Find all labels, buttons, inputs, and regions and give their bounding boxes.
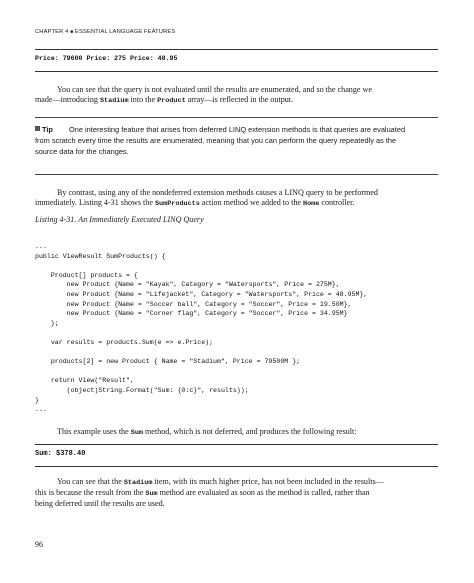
code-line: new Product {Name = "Kayak", Category = "Watersports", Price = 275M}, xyxy=(35,281,340,289)
tip-top-rule xyxy=(35,117,438,118)
inline-code-stadium-2: Stadium xyxy=(123,479,153,487)
code-line: } xyxy=(35,396,39,404)
para4-line3: being deferred until the results are used. xyxy=(35,499,165,509)
result-top-rule xyxy=(35,444,438,445)
listing-caption: Listing 4-31. An Immediately Executed LINQ Query xyxy=(35,215,204,224)
para4-line2a: this is because the result from the xyxy=(35,488,146,498)
chapter-header xyxy=(35,29,175,35)
para4-line1a: You can see that the xyxy=(57,477,124,486)
tip-square-icon xyxy=(35,126,40,131)
output-price-list: Price: 79600 Price: 275 Price: 48.95 xyxy=(35,55,178,62)
inline-code-stadium: Stadium xyxy=(99,97,129,106)
paragraph-sum-example xyxy=(35,427,439,438)
code-line xyxy=(35,261,367,271)
code-line xyxy=(35,328,367,338)
output-sum-result: Sum: $378.40 xyxy=(35,450,86,458)
code-line: var results = products.Sum(e => e.Price); xyxy=(35,338,214,346)
code-line: (object)String.Format("Sum: {0:c}", results)); xyxy=(35,386,249,394)
code-line xyxy=(35,367,367,377)
code-line xyxy=(35,348,367,358)
code-line: new Product {Name = "Lifejacket", Category = "Watersports", Price = 48.95M}, xyxy=(35,290,368,298)
inline-code-sum: Sum xyxy=(130,429,143,437)
chapter-title: ESSENTIAL LANGUAGE FEATURES xyxy=(75,29,176,35)
code-listing xyxy=(35,242,367,415)
result-bottom-rule xyxy=(35,466,438,467)
inline-code-sum-2: Sum xyxy=(145,490,158,499)
para1-line2a: made—introducing xyxy=(35,95,100,105)
paragraph-nondeferred xyxy=(35,188,439,209)
code-line: return View("Result", xyxy=(35,377,134,385)
para1-line1: You can see that the query is not evaluated until the results are enumerated, and so the change we xyxy=(57,85,372,94)
para2-line2a: immediately. Listing 4-31 shows the xyxy=(35,198,155,208)
inline-code-sumproducts: SumProducts xyxy=(154,200,200,209)
code-line: }; xyxy=(35,319,59,327)
code-line: new Product {Name = "Soccer ball", Category = "Soccer", Price = 19.50M}, xyxy=(35,300,352,308)
para3-line-b: method, which is not deferred, and produces the following result: xyxy=(142,427,357,436)
para4-line1b: item, with its much higher price, has not been included in the results— xyxy=(152,477,384,486)
para2-line2c: controller. xyxy=(319,198,355,208)
tip-box xyxy=(35,124,435,158)
code-line: ... xyxy=(35,406,47,414)
para1-line2b: into the xyxy=(128,95,158,105)
inline-code-product: Product xyxy=(157,97,186,106)
code-line: Product[] products = { xyxy=(35,271,138,279)
code-line: ... xyxy=(35,243,47,250)
paragraph-query-evaluation xyxy=(35,85,439,106)
code-line: products[2] = new Product { Name = "Stadium", Price = 79500M }; xyxy=(35,358,301,366)
para2-line1: By contrast, using any of the nondeferred extension methods causes a LINQ query to be performed xyxy=(57,188,378,197)
output-top-rule xyxy=(35,49,438,50)
para1-line2c: array—is reflected in the output. xyxy=(185,95,294,105)
tip-line3: source data for the changes. xyxy=(35,147,129,157)
code-line: new Product {Name = "Corner flag", Category = "Soccer", Price = 34.95M} xyxy=(35,310,348,318)
chapter-label: CHAPTER 4 xyxy=(35,29,69,35)
tip-label: Tip xyxy=(42,125,53,134)
tip-line2: from scratch every time the results are enumerated, meaning that you can perform the query repeatedly as the xyxy=(35,136,397,146)
para2-line2b: action method we added to the xyxy=(199,198,304,208)
code-line: public ViewResult SumProducts() { xyxy=(35,252,166,260)
tip-bottom-rule xyxy=(35,174,438,175)
paragraph-stadium-excluded xyxy=(35,477,439,510)
inline-code-home: Home xyxy=(303,200,320,209)
header-separator: ■ xyxy=(70,29,74,35)
output-bottom-rule xyxy=(35,71,438,72)
tip-line1: One interesting feature that arises from deferred LINQ extension methods is that queries are evaluated xyxy=(69,125,406,134)
para4-line2b: method are evaluated as soon as the method is called, rather than xyxy=(157,488,370,498)
page-number: 96 xyxy=(35,540,43,549)
para3-line-a: This example uses the xyxy=(57,427,131,436)
